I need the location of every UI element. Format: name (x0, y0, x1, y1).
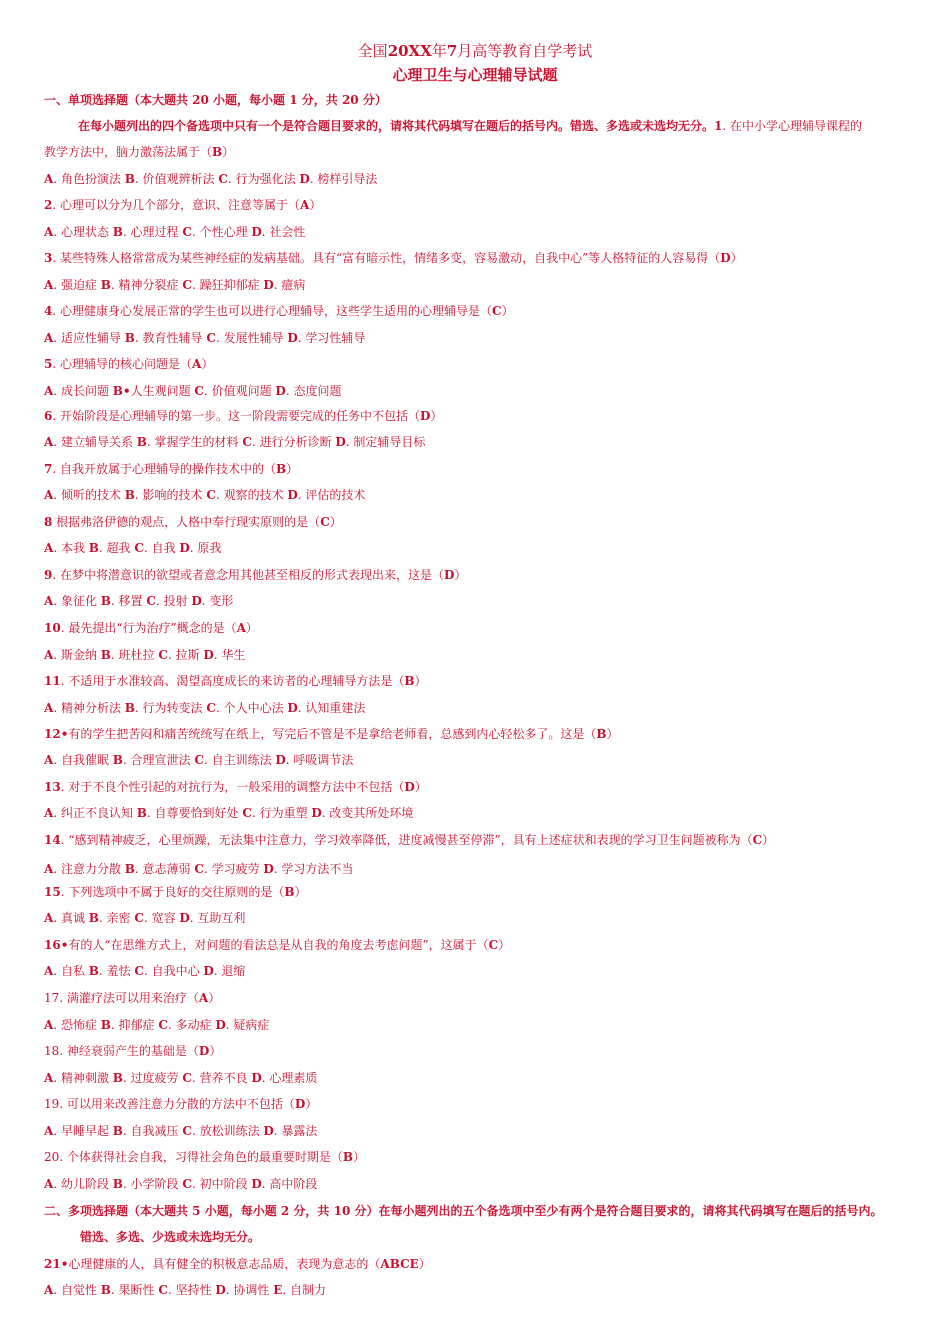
question-stem: 6. 开始阶段是心理辅导的第一步。这一阶段需要完成的任务中不包括（D） (44, 409, 443, 423)
answer-options: A. 建立辅导关系 B. 掌握学生的材料 C. 进行分析诊断 D. 制定辅导目标 (44, 435, 426, 449)
answer-options: A. 强迫症 B. 精神分裂症 C. 躁狂抑郁症 D. 癔病 (44, 278, 306, 292)
answer-options: A. 幼儿阶段 B. 小学阶段 C. 初中阶段 D. 高中阶段 (44, 1177, 318, 1191)
exam-subtitle: 心理卫生与心理辅导试题 (392, 66, 558, 84)
question-21-options: A. 自觉性 B. 果断性 C. 坚持性 D. 协调性 E. 自制力 (44, 1283, 327, 1297)
answer-options: A. 象征化 B. 移置 C. 投射 D. 变形 (44, 594, 234, 608)
question-stem: 3. 某些特殊人格常常成为某些神经症的发病基础。具有“富有暗示性，情绪多变，容易激动，自我中心”等人格特征的人容易得（D） (44, 251, 743, 265)
question-stem: 4. 心理健康身心发展正常的学生也可以进行心理辅导，这些学生适用的心理辅导是（C） (44, 304, 514, 318)
answer-options: A. 适应性辅导 B. 教育性辅导 C. 发展性辅导 D. 学习性辅导 (44, 331, 366, 345)
question-stem: 16•有的人“在思维方式上，对问题的看法总是从自我的角度去考虑问题”，这属于（C） (44, 938, 511, 952)
question-stem: 7. 自我开放属于心理辅导的操作技术中的（B） (44, 462, 299, 476)
answer-options: A. 本我 B. 超我 C. 自我 D. 原我 (44, 541, 222, 555)
answer-options: A. 倾听的技术 B. 影响的技术 C. 观察的技术 D. 评估的技术 (44, 488, 366, 502)
exam-title: 全国20XX年7月高等教育自学考试 (357, 42, 593, 60)
question-stem: 12•有的学生把苦闷和痛苦统统写在纸上，写完后不管是不是拿给老师看，总感到内心轻松多了。这是（B） (44, 727, 619, 741)
question-stem: 9. 在梦中将潜意识的欲望或者意念用其他甚至相反的形式表现出来，这是（D） (44, 568, 467, 582)
question-stem: 13. 对于不良个性引起的对抗行为，一般采用的调整方法中不包括（D） (44, 780, 427, 794)
question-stem: 20. 个体获得社会自我，习得社会角色的最重要时期是（B） (44, 1150, 366, 1164)
answer-options: A. 角色扮演法 B. 价值观辨析法 C. 行为强化法 D. 榜样引导法 (44, 172, 378, 186)
answer-options: A. 心理状态 B. 心理过程 C. 个性心理 D. 社会性 (44, 225, 306, 239)
answer-options: A. 恐怖症 B. 抑郁症 C. 多动症 D. 疑病症 (44, 1018, 270, 1032)
section-1-instruction: 在每小题列出的四个备选项中只有一个是符合题目要求的，请将其代码填写在题后的括号内。错选、多选或未选均无分。1. 在中小学心理辅导课程的 (78, 119, 863, 133)
question-stem: 14. “感到精神疲乏，心里烦躁，无法集中注意力，学习效率降低，进度减慢甚至停滞”，具有上述症状和表现的学习卫生问题被称为（C） (44, 833, 775, 847)
question-stem: 11. 不适用于水准较高、渴望高度成长的来访者的心理辅导方法是（B） (44, 674, 427, 688)
section-2-instruction: 错选、多选、少选或未选均无分。 (80, 1230, 261, 1244)
answer-options: A. 精神分析法 B. 行为转变法 C. 个人中心法 D. 认知重建法 (44, 701, 366, 715)
answer-options: A. 早睡早起 B. 自我减压 C. 放松训练法 D. 暴露法 (44, 1124, 318, 1138)
question-1-continued: 教学方法中，脑力激荡法属于（B） (44, 145, 235, 159)
section-1-header: 一、单项选择题（本大题共 20 小题，每小题 1 分，共 20 分） (44, 93, 387, 107)
answer-options: A. 自私 B. 羞怯 C. 自我中心 D. 退缩 (44, 964, 246, 978)
question-stem: 2. 心理可以分为几个部分，意识、注意等属于（A） (44, 198, 322, 212)
question-21: 21•心理健康的人，具有健全的积极意志品质，表现为意志的（ABCE） (44, 1257, 431, 1271)
answer-options: A. 斯金纳 B. 班杜拉 C. 拉斯 D. 华生 (44, 648, 246, 662)
question-stem: 19. 可以用来改善注意力分散的方法中不包括（D） (44, 1097, 318, 1111)
answer-options: A. 纠正不良认知 B. 自尊要恰到好处 C. 行为重塑 D. 改变其所处环境 (44, 806, 414, 820)
question-stem: 8 根据弗洛伊德的观点，人格中奉行现实原则的是（C） (44, 515, 342, 529)
answer-options: A. 注意力分散 B. 意志薄弱 C. 学习疲劳 D. 学习方法不当 (44, 862, 354, 876)
answer-options: A. 真诚 B. 亲密 C. 宽容 D. 互助互利 (44, 911, 246, 925)
question-stem: 10. 最先提出“行为治疗”概念的是（A） (44, 621, 258, 635)
section-2-header: 二、多项选择题（本大题共 5 小题，每小题 2 分，共 10 分）在每小题列出的五个备选项中至少有两个是符合题目要求的，请将其代码填写在题后的括号内。 (44, 1204, 883, 1218)
answer-options: A. 精神刺激 B. 过度疲劳 C. 营养不良 D. 心理素质 (44, 1071, 318, 1085)
answer-options: A. 成长问题 B•人生观问题 C. 价值观问题 D. 态度问题 (44, 384, 342, 398)
question-stem: 5. 心理辅导的核心问题是（A） (44, 357, 214, 371)
question-stem: 15. 下列选项中不属于良好的交往原则的是（B） (44, 885, 307, 899)
answer-options: A. 自我催眠 B. 合理宣泄法 C. 自主训练法 D. 呼吸调节法 (44, 753, 354, 767)
question-stem: 18. 神经衰弱产生的基础是（D） (44, 1044, 222, 1058)
question-stem: 17. 满灌疗法可以用来治疗（A） (44, 991, 221, 1005)
